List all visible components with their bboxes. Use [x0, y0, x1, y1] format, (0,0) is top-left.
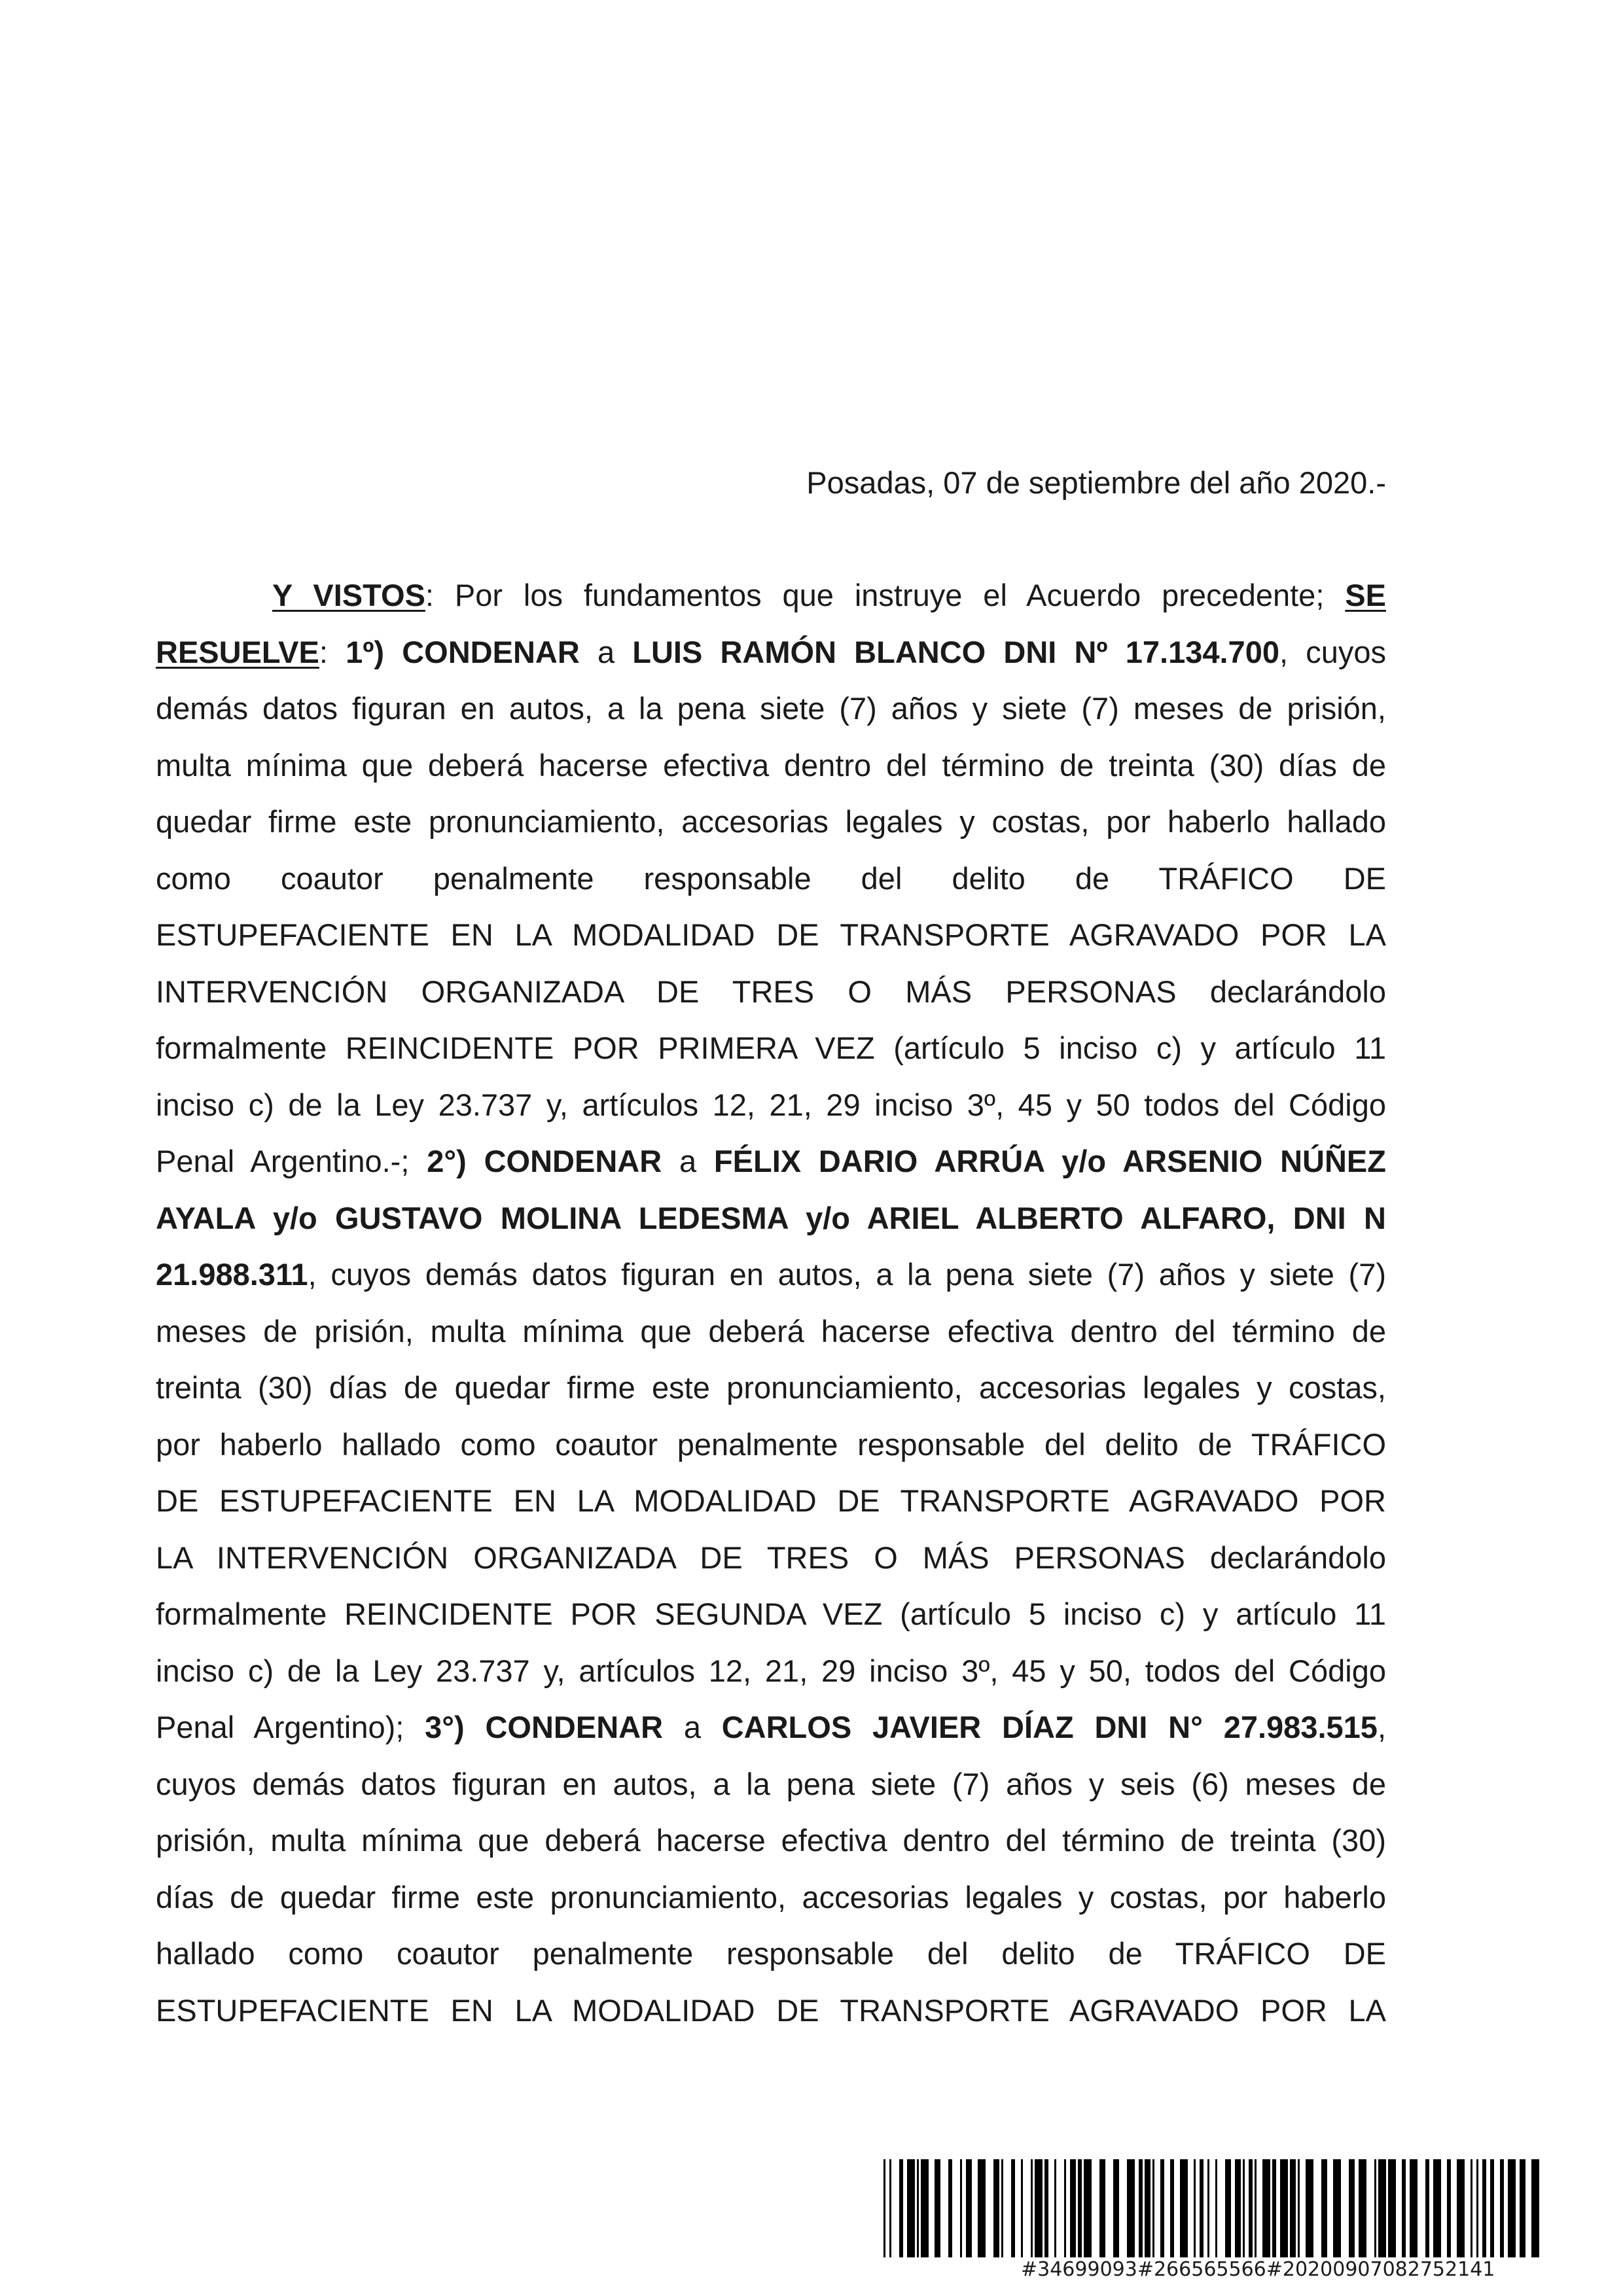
barcode-bar — [1170, 2159, 1174, 2257]
barcode-bar — [1243, 2159, 1245, 2257]
barcode-bar — [948, 2159, 952, 2257]
barcode-bar — [1280, 2159, 1288, 2257]
body-line-15: treinta (30) días de quedar firme este pronunciamiento, accesorias legales y costas, — [156, 1370, 1386, 1405]
body-line-4: multa mínima que deberá hacerse efectiva dentro del término de treinta (30) días de — [156, 747, 1386, 783]
body-text-segment: , cuyos — [1279, 634, 1386, 669]
barcode-bar — [1508, 2159, 1516, 2257]
barcode-bar — [935, 2159, 940, 2257]
barcode-bar — [921, 2159, 929, 2257]
barcode-block — [883, 2159, 1544, 2284]
barcode-bar — [1127, 2159, 1135, 2257]
barcode-bar — [1160, 2159, 1164, 2257]
defendant-2-name-part1: FÉLIX DARIO ARRÚA y/o ARSENIO NÚÑEZ — [713, 1144, 1386, 1178]
barcode-bar — [1044, 2159, 1048, 2257]
body-text-segment: a — [663, 1710, 722, 1744]
barcode-bar — [1476, 2159, 1478, 2257]
body-line-16: por haberlo hallado como coautor penalmente responsable del delito de TRÁFICO — [156, 1426, 1386, 1462]
body-line-23: prisión, multa mínima que deberá hacerse efectiva dentro del término de treinta (30) — [156, 1823, 1386, 1858]
body-line-22: cuyos demás datos figuran en autos, a la pena siete (7) años y seis (6) meses de — [156, 1766, 1386, 1801]
barcode-bar — [917, 2159, 919, 2257]
barcode-bar — [1482, 2159, 1486, 2257]
body-line-25: hallado como coautor penalmente responsable del delito de TRÁFICO DE — [156, 1936, 1386, 1971]
body-line-10: inciso c) de la Ley 23.737 y, artículos 12, 21, 29 inciso 3º, 45 y 50 todos del Código — [156, 1087, 1386, 1122]
barcode-bar — [1194, 2159, 1196, 2257]
body-line-14: meses de prisión, multa mínima que deberá hacerse efectiva dentro del término de — [156, 1313, 1386, 1349]
body-line-12 — [156, 1190, 1386, 1247]
barcode-bar — [1035, 2159, 1043, 2257]
body-line-3: demás datos figuran en autos, a la pena siete (7) años y siete (7) meses de prisión, — [156, 691, 1386, 726]
defendant-2-name-part2: AYALA y/o GUSTAVO MOLINA LEDESMA y/o ARIEL ALBERTO ALFARO, DNI N — [156, 1200, 1386, 1235]
barcode-bar — [1152, 2159, 1154, 2257]
barcode-bar — [1200, 2159, 1204, 2257]
barcode-bar — [1531, 2159, 1539, 2257]
defendant-2-dni: 21.988.311 — [156, 1257, 308, 1292]
barcode-bar — [1064, 2159, 1066, 2257]
body-line-26: ESTUPEFACIENTE EN LA MODALIDAD DE TRANSPORTE AGRAVADO POR LA — [156, 1992, 1386, 2028]
date-line: Posadas, 07 de septiembre del año 2020.- — [806, 465, 1386, 500]
se-resuelve-heading-part2: RESUELVE — [156, 634, 319, 669]
barcode-bar — [1070, 2159, 1076, 2257]
barcode-bar — [1099, 2159, 1105, 2257]
body-line-24: días de quedar firme este pronunciamiento, accesorias legales y costas, por haberlo — [156, 1879, 1386, 1915]
barcode-bar — [1388, 2159, 1396, 2257]
barcode-bar — [1457, 2159, 1465, 2257]
barcode-bar — [1490, 2159, 1494, 2257]
condenar-2-label: 2°) CONDENAR — [427, 1144, 662, 1178]
barcode-bar — [1021, 2159, 1023, 2257]
resolution-body — [156, 567, 1386, 2039]
barcode-bar — [1084, 2159, 1092, 2257]
barcode-bar — [889, 2159, 891, 2257]
barcode-bar — [1433, 2159, 1441, 2257]
body-line-1 — [156, 567, 1386, 624]
barcode-bar — [1255, 2159, 1257, 2257]
barcode-bar — [1031, 2159, 1033, 2257]
barcode-bar — [1225, 2159, 1231, 2257]
barcode-bar — [1349, 2159, 1355, 2257]
body-line-21 — [156, 1699, 1386, 1756]
body-line-7: ESTUPEFACIENTE EN LA MODALIDAD DE TRANSPORTE AGRAVADO POR LA — [156, 917, 1386, 952]
barcode-bar — [1298, 2159, 1300, 2257]
barcode-image — [883, 2159, 1544, 2257]
condenar-1-label: 1º) CONDENAR — [346, 634, 580, 669]
body-line-9: formalmente REINCIDENTE POR PRIMERA VEZ (artículo 5 inciso c) y artículo 11 — [156, 1031, 1386, 1065]
y-vistos-heading: Y VISTOS — [272, 578, 425, 612]
barcode-bar — [1410, 2159, 1418, 2257]
barcode-bar — [907, 2159, 915, 2257]
barcode-bar — [1249, 2159, 1253, 2257]
barcode-bar — [1139, 2159, 1143, 2257]
barcode-bar — [883, 2159, 885, 2257]
barcode-bar — [1011, 2159, 1015, 2257]
body-line-6: como coautor penalmente responsable del delito de TRÁFICO DE — [156, 860, 1386, 896]
barcode-bar — [960, 2159, 962, 2257]
body-line-2 — [156, 624, 1386, 681]
body-line-19: formalmente REINCIDENTE POR SEGUNDA VEZ (artículo 5 inciso c) y artículo 11 — [156, 1597, 1386, 1631]
body-line-11 — [156, 1133, 1386, 1190]
defendant-1-name: LUIS RAMÓN BLANCO DNI Nº 17.134.700 — [632, 634, 1279, 669]
barcode-bar — [1500, 2159, 1504, 2257]
body-text-segment: : — [319, 634, 346, 669]
body-line-5: quedar firme este pronunciamiento, accesorias legales y costas, por haberlo hallado — [156, 804, 1386, 839]
barcode-bar — [1145, 2159, 1150, 2257]
barcode-bar — [899, 2159, 903, 2257]
barcode-bar — [1378, 2159, 1386, 2257]
barcode-bar — [1207, 2159, 1209, 2257]
barcode-bar — [1447, 2159, 1451, 2257]
body-text-segment: Penal Argentino.-; — [156, 1144, 427, 1178]
body-text-segment: Penal Argentino); — [156, 1710, 425, 1744]
barcode-bar — [993, 2159, 999, 2257]
barcode-bar — [1333, 2159, 1341, 2257]
condenar-3-label: 3°) CONDENAR — [425, 1710, 664, 1744]
body-line-8: INTERVENCIÓN ORGANIZADA DE TRES O MÁS PERSONAS declarándolo — [156, 974, 1386, 1009]
body-text-segment: , — [1377, 1710, 1386, 1744]
barcode-bar — [1402, 2159, 1406, 2257]
barcode-bar — [1359, 2159, 1366, 2257]
barcode-bar — [1078, 2159, 1082, 2257]
body-line-13 — [156, 1246, 1386, 1303]
body-text-segment: a — [662, 1144, 714, 1178]
barcode-bar — [1471, 2159, 1472, 2257]
barcode-bar — [1374, 2159, 1376, 2257]
body-line-20: inciso c) de la Ley 23.737 y, artículos 12, 21, 29 inciso 3º, 45 y 50, todos del Código — [156, 1653, 1386, 1688]
body-text-segment: a — [579, 634, 633, 669]
barcode-bar — [1425, 2159, 1429, 2257]
barcode-bar — [1520, 2159, 1525, 2257]
barcode-bar — [1113, 2159, 1119, 2257]
barcode-bar — [1215, 2159, 1217, 2257]
body-line-18: LA INTERVENCIÓN ORGANIZADA DE TRES O MÁS PERSONAS declarándolo — [156, 1540, 1386, 1575]
barcode-bar — [1272, 2159, 1276, 2257]
barcode-bar — [1054, 2159, 1056, 2257]
defendant-3-name: CARLOS JAVIER DÍAZ DNI N° 27.983.515 — [721, 1710, 1378, 1744]
barcode-bar — [1290, 2159, 1296, 2257]
se-resuelve-heading-part1: SE — [1345, 578, 1386, 612]
body-text-segment: : Por los fundamentos que instruye el Acuerdo precedente; — [425, 578, 1346, 612]
body-text-segment: , cuyos demás datos figuran en autos, a la pena siete (7) años y siete (7) — [308, 1257, 1386, 1292]
barcode-bar — [1306, 2159, 1313, 2257]
body-line-17: DE ESTUPEFACIENTE EN LA MODALIDAD DE TRANSPORTE AGRAVADO POR — [156, 1483, 1386, 1518]
barcode-bar — [1235, 2159, 1241, 2257]
barcode-bar — [1180, 2159, 1188, 2257]
barcode-bar — [1001, 2159, 1003, 2257]
barcode-bar — [978, 2159, 986, 2257]
barcode-bar — [966, 2159, 972, 2257]
barcode-bar — [1262, 2159, 1270, 2257]
barcode-bar — [1321, 2159, 1327, 2257]
barcode-number: #34699093#266565566#20200907082752141 — [1021, 2258, 1495, 2281]
